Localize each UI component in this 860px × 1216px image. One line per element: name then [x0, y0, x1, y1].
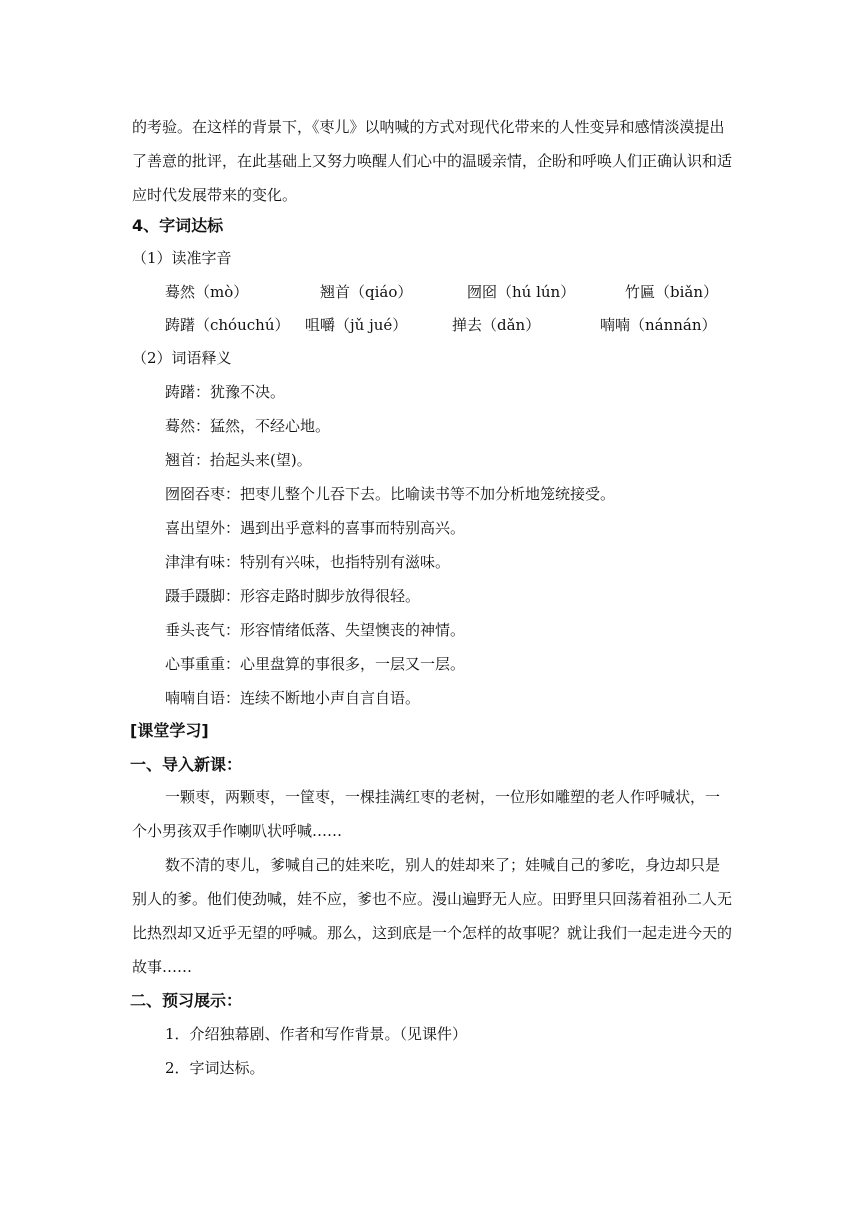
sub1-heading: （1）读准字音: [132, 249, 232, 267]
pinyin-item: 竹匾（biǎn）: [625, 283, 719, 301]
part2-heading: 二、预习展示：: [130, 991, 243, 1010]
definition-item: 踌躇：犹豫不决。: [165, 383, 286, 401]
step-item: 2．字词达标。: [165, 1059, 265, 1077]
part1-heading: 一、导入新课：: [130, 755, 243, 774]
intro-text: 的考验。在这样的背景下，《枣儿》以呐喊的方式对现代化带来的人性变异和感情淡漠提出了善意的批评，在此基础上又努力唤醒人们心中的温暖亲情，企盼和呼唤人们正确认识和适应时代发展带来的变化。: [132, 118, 733, 204]
definition-item: 翘首：抬起头来(望)。: [165, 451, 312, 469]
definition-item: 喃喃自语：连续不断地小声自言自语。: [165, 689, 421, 707]
pinyin-item: 囫囵（hú lún）: [467, 283, 576, 301]
intro-paragraph: [132, 110, 732, 212]
definition-item: 囫囵吞枣：把枣儿整个儿吞下去。比喻读书等不加分析地笼统接受。: [165, 485, 616, 503]
pinyin-item: 翘首（qiáo）: [320, 283, 413, 301]
pinyin-item: 踌躇（chóuchú）: [165, 316, 290, 334]
pinyin-item: 咀嚼（jǔ jué）: [305, 316, 408, 334]
definition-item: 蓦然：猛然，不经心地。: [165, 417, 331, 435]
pinyin-item: 蓦然（mò）: [165, 283, 249, 301]
part1-paragraph-2: 数不清的枣儿，爹喊自己的娃来吃，别人的娃却来了；娃喊自己的爹吃，身边却只是别人的爹。他们使劲喊，娃不应，爹也不应。漫山遍野无人应。田野里只回荡着祖孙二人无比热烈却又近乎无望的呼喊。那么，这到底是一个怎样的故事呢？就让我们一起走进今天的故事……: [132, 856, 733, 976]
step-item: 1．介绍独幕剧、作者和写作背景。（见课件）: [165, 1025, 468, 1043]
classroom-heading: [课堂学习]: [130, 721, 209, 740]
definition-item: 心事重重：心里盘算的事很多，一层又一层。: [165, 655, 466, 673]
part1-paragraph-1: 一颗枣，两颗枣，一筐枣，一棵挂满红枣的老树，一位形如雕塑的老人作呼喊状，一个小男孩双手作喇叭状呼喊……: [132, 788, 721, 840]
sub2-heading: （2）词语释义: [132, 349, 232, 367]
definition-item: 喜出望外：遇到出乎意料的喜事而特别高兴。: [165, 519, 466, 537]
definition-item: 垂头丧气：形容情绪低落、失望懊丧的神情。: [165, 621, 466, 639]
section4-heading: 4、字词达标: [132, 216, 224, 235]
definition-item: 津津有味：特别有兴味，也指特别有滋味。: [165, 553, 451, 571]
pinyin-item: 喃喃（nánnán）: [600, 316, 717, 334]
definition-item: 蹑手蹑脚：形容走路时脚步放得很轻。: [165, 587, 421, 605]
pinyin-item: 掸去（dǎn）: [452, 316, 541, 334]
